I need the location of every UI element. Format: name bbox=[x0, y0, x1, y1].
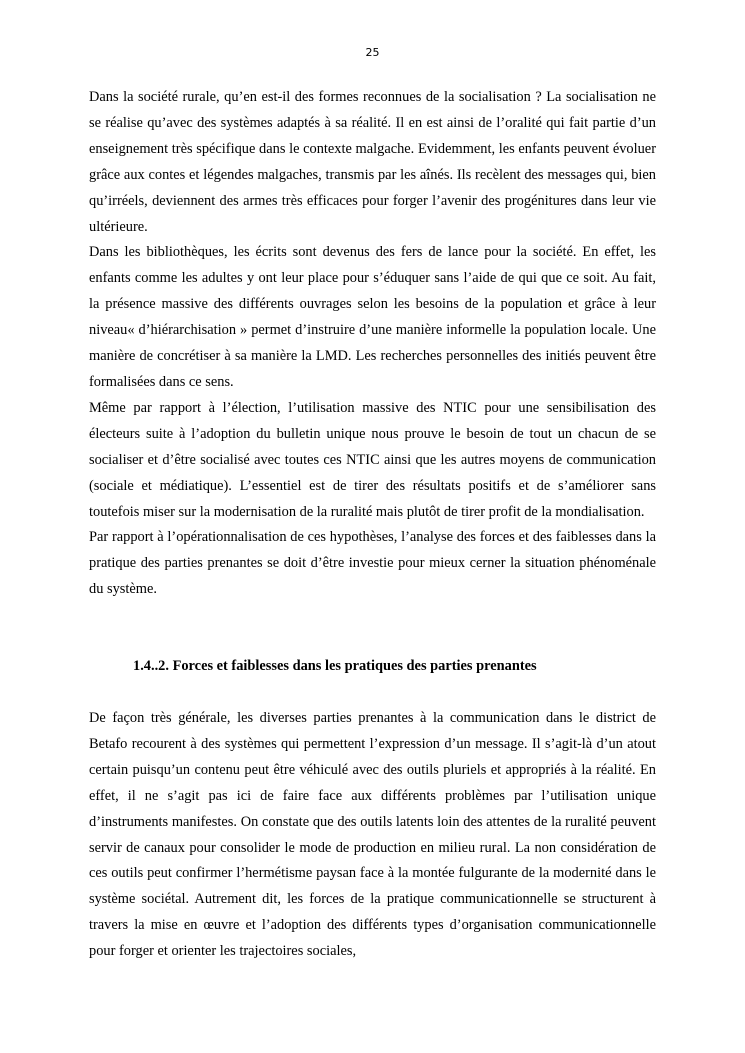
page-number: 25 bbox=[365, 46, 380, 59]
paragraph-bibliotheques: Dans les bibliothèques, les écrits sont devenus des fers de lance pour la société. En effet, les enfants comme les adultes y ont leur place pour s’éduquer sans l’aide de qui que ce soit. Au fait, la présence massive des différents ouvrages selon les besoins de la population et grâce à leur niveau« d’hiérarchisation » permet d’instruire d’une manière informelle la population locale. Une manière de concrétiser à sa manière la LMD. Les recherches personnelles des initiés peuvent être formalisées dans ce sens. bbox=[89, 244, 656, 390]
section-heading: 1.4..2. Forces et faiblesses dans les pratiques des parties prenantes bbox=[133, 658, 537, 674]
paragraph-operationnalisation: Par rapport à l’opérationnalisation de ces hypothèses, l’analyse des forces et des faiblesses dans la pratique des parties prenantes se doit d’être investie pour mieux cerner la situation phénoménale du système. bbox=[89, 529, 656, 598]
text-block-top bbox=[89, 85, 656, 603]
paragraph-forces-faiblesses: De façon très générale, les diverses parties prenantes à la communication dans le district de Betafo recourent à des systèmes qui permettent l’expression d’un message. Il s’agit-là d’un atout certain puisqu’un contenu peut être véhiculé avec des outils pluriels et appropriés à la réalité. En effet, il ne s’agit pas ici de faire face aux différents problèmes par l’utilisation unique d’instruments manifestes. On constate que des outils latents loin des attentes de la ruralité peuvent servir de canaux pour consolider le mode de production en milieu rural. La non considération de ces outils peut confirmer l’hermétisme paysan face à la montée fulgurante de la modernité dans le système sociétal. Autrement dit, les forces de la pratique communicationnelle se structurent à travers la mise en œuvre et l’adoption des différents types d’organisation communicationnelle pour forger et orienter les trajectoires sociales, bbox=[89, 710, 656, 960]
paragraph-election-ntic: Même par rapport à l’élection, l’utilisation massive des NTIC pour une sensibilisation des électeurs suite à l’adoption du bulletin unique nous prouve le besoin de tout un chacun de se socialiser et d’être socialisé avec toutes ces NTIC ainsi que les autres moyens de communication (sociale et médiatique). L’essentiel est de tirer des résultats positifs et de s’améliorer sans toutefois miser sur la modernisation de la ruralité mais plutôt de tirer profit de la mondialisation. bbox=[89, 399, 656, 520]
paragraph-socialisation-rurale: Dans la société rurale, qu’en est-il des formes reconnues de la socialisation ? La socialisation ne se réalise qu’avec des systèmes adaptés à sa réalité. Il en est ainsi de l’oralité qui fait partie d’un enseignement très spécifique dans le contexte malgache. Evidemment, les enfants peuvent évoluer grâce aux contes et légendes malgaches, transmis par les aînés. Ils recèlent des messages qui, bien qu’irréels, deviennent des armes très efficaces pour forger l’avenir des progénitures dans leur vie ultérieure. bbox=[89, 89, 656, 235]
text-block-bottom bbox=[89, 706, 656, 965]
